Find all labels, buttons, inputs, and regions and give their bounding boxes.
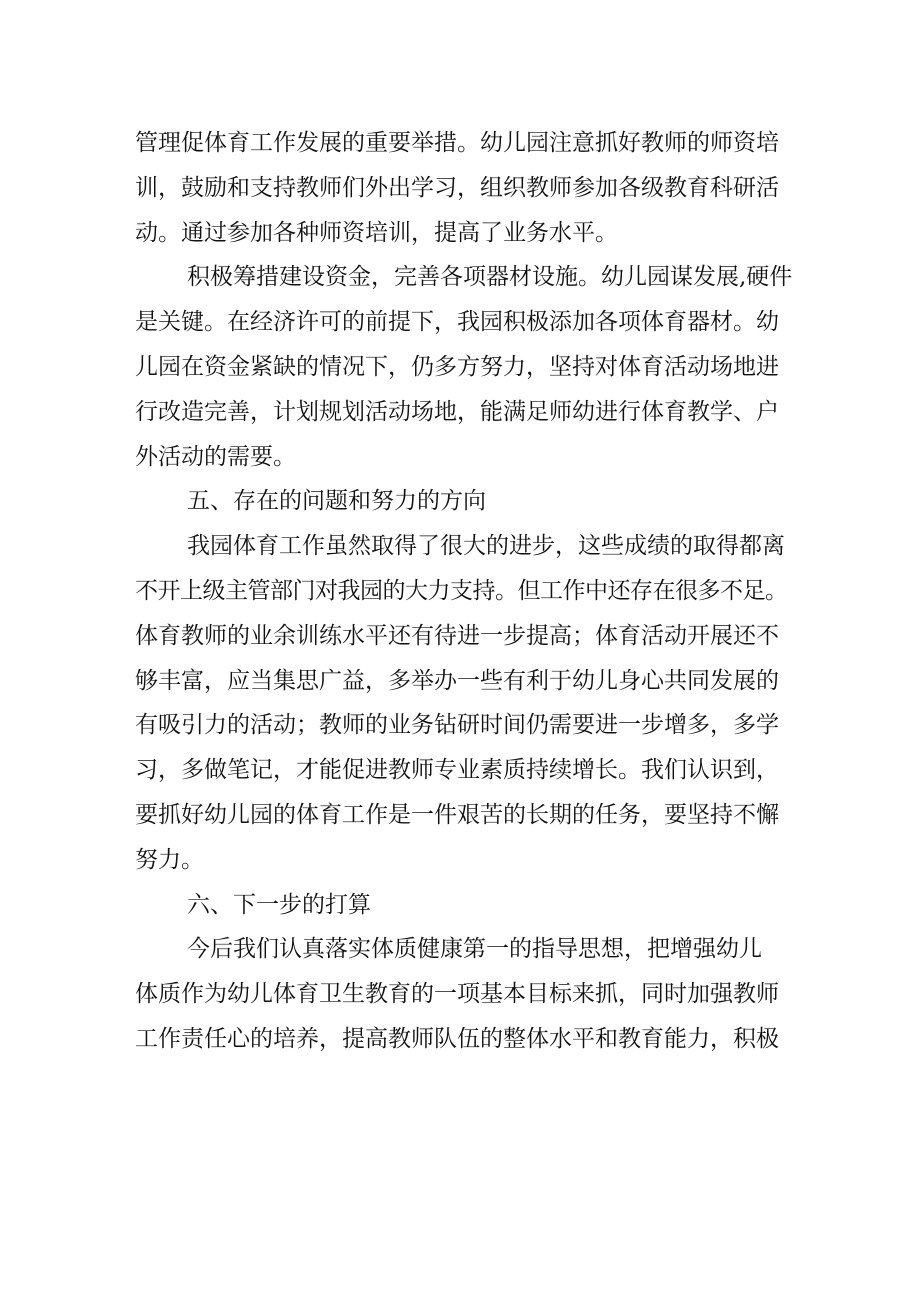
text-line: 体质作为幼儿体育卫生教育的一项基本目标来抓，同时加强教师 [135,981,779,1008]
text-line: 体育教师的业余训练水平还有待进一步提高；体育活动开展还不 [135,622,779,649]
text-line: 有吸引力的活动；教师的业务钻研时间仍需要进一步增多，多学 [135,712,779,739]
text-line: 外活动的需要。 [135,443,296,470]
text-line: 努力。 [135,846,204,873]
text-line: 够丰富，应当集思广益，多举办一些有利于幼儿身心共同发展的 [135,667,779,694]
text-line: 是关键。在经济许可的前提下，我园积极添加各项体育器材。幼 [135,309,779,336]
text-line: 要抓好幼儿园的体育工作是一件艰苦的长期的任务，要坚持不懈 [135,801,779,828]
text-line: 儿园在资金紧缺的情况下，仍多方努力，坚持对体育活动场地进 [135,353,779,380]
section-heading: 五、存在的问题和努力的方向 [187,488,486,515]
text-line: 行改造完善，计划规划活动场地，能满足师幼进行体育教学、户 [135,398,779,425]
section-heading: 六、下一步的打算 [187,891,371,918]
text-line: 训，鼓励和支持教师们外出学习，组织教师参加各级教育科研活 [135,174,779,201]
text-line: 动。通过参加各种师资培训，提高了业务水平。 [135,219,618,246]
document-body [135,121,800,1062]
text-line: 管理促体育工作发展的重要举措。幼儿园注意抓好教师的师资培 [135,130,779,156]
text-line: 不开上级主管部门对我园的大力支持。但工作中还存在很多不足。 [135,577,788,604]
text-line: 今后我们认真落实体质健康第一的指导思想，把增强幼儿 [187,936,762,963]
text-line: 积极筹措建设资金，完善各项器材设施。幼儿园谋发展,硬件 [187,264,793,291]
text-line: 我园体育工作虽然取得了很大的进步，这些成绩的取得都离 [187,533,785,560]
text-line: 习，多做笔记，才能促进教师专业素质持续增长。我们认识到， [135,757,779,784]
text-line: 工作责任心的培养，提高教师队伍的整体水平和教育能力，积极 [135,1025,779,1052]
